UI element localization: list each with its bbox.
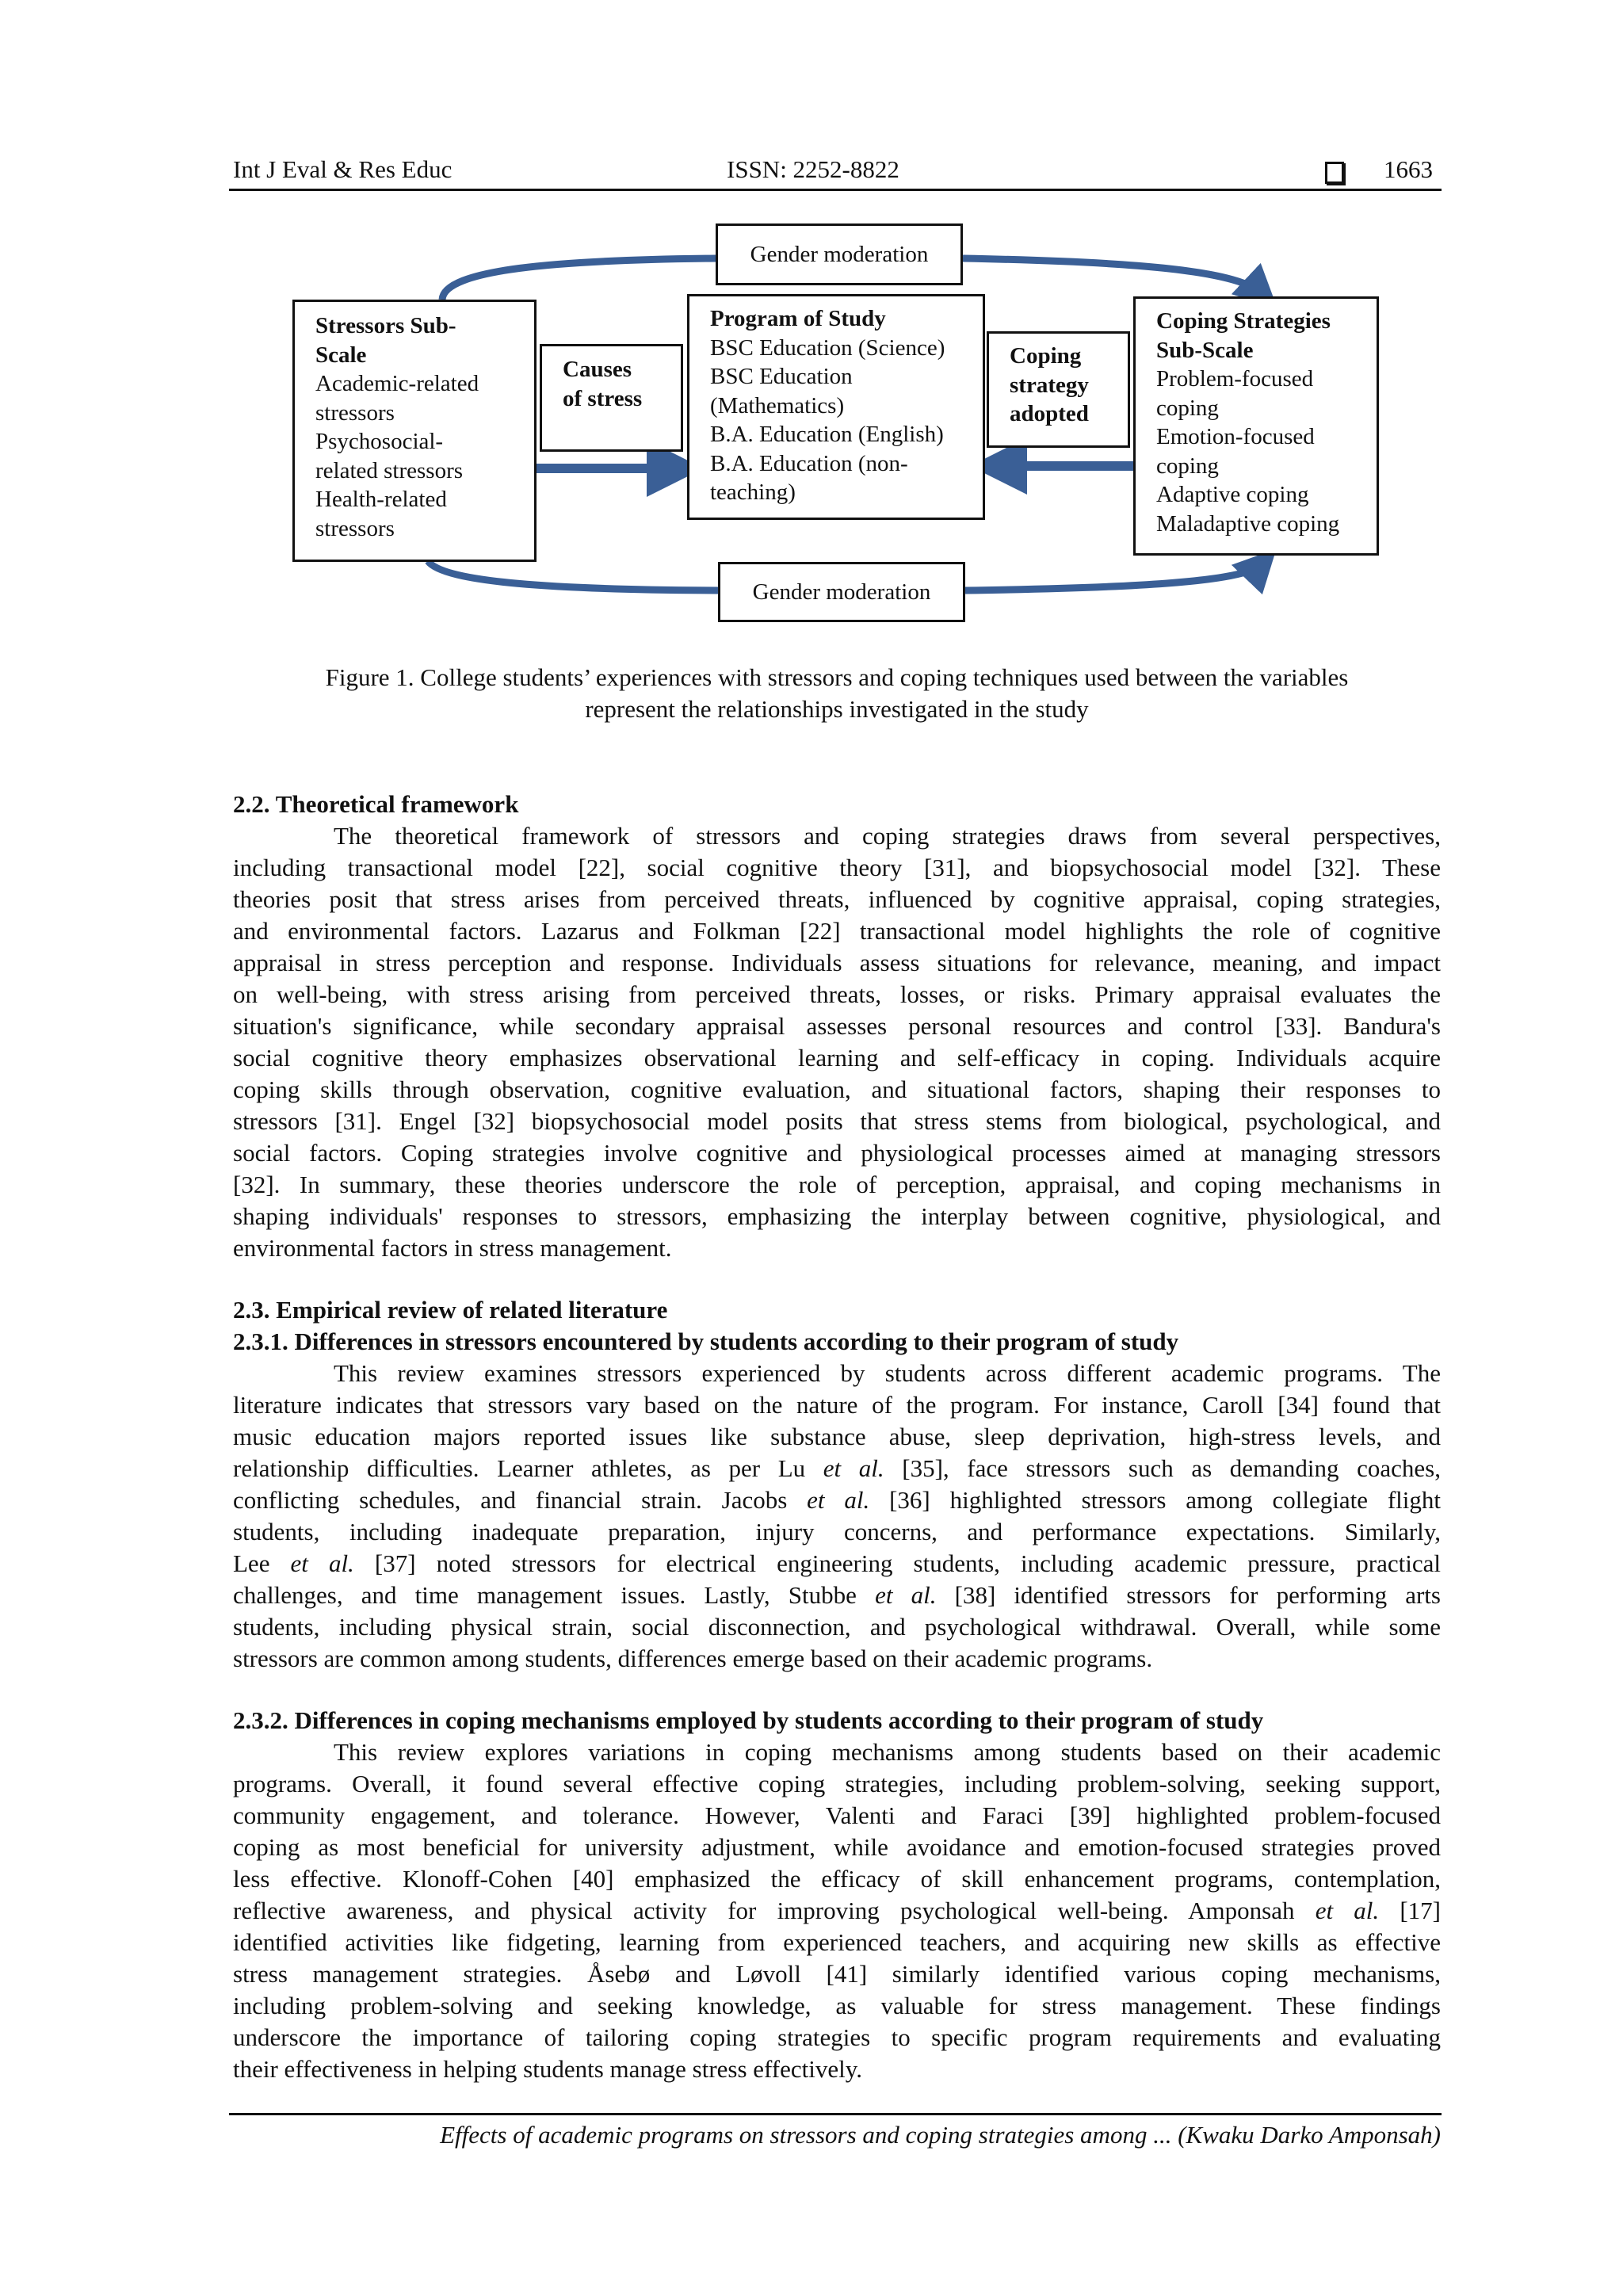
causes-of-stress-box (540, 344, 683, 452)
box-title: Program of Study (710, 306, 886, 331)
gender-moderation-top-box (716, 223, 963, 285)
paragraph-line: [32]. In summary, these theories underscore the role of perception, appraisal, and coping mechanisms in (233, 1171, 1441, 1198)
page-number: 1663 (1384, 155, 1433, 183)
paragraph-line: Lee et al. [37] noted stressors for electrical engineering students, including academic pressure, practical (233, 1549, 1441, 1577)
box-item: stressors (315, 399, 395, 426)
paragraph-line: situation's significance, while secondary appraisal assesses personal resources and control [33]. Bandura's (233, 1012, 1441, 1040)
paragraph-line: students, including physical strain, social disconnection, and psychological withdrawal. Overall, while some (233, 1613, 1441, 1641)
box-item: (Mathematics) (710, 392, 845, 418)
box-title: Sub-Scale (1156, 337, 1254, 363)
box-item: coping (1156, 395, 1219, 421)
box-title: of stress (563, 385, 643, 411)
paragraph-line: music education majors reported issues like substance abuse, sleep deprivation, high-stress levels, and (233, 1423, 1441, 1450)
box-item: related stressors (315, 457, 464, 483)
paragraph-line: relationship difficulties. Learner athletes, as per Lu et al. [35], face stressors such as demanding coaches, (233, 1454, 1441, 1482)
footer-rule (229, 2113, 1442, 2115)
box-item: Adaptive coping (1156, 482, 1309, 507)
box-title: strategy (1010, 372, 1089, 398)
box-item: B.A. Education (non- (710, 450, 908, 476)
program-of-study-box (687, 294, 985, 520)
paragraph-line: their effectiveness in helping students manage stress effectively. (233, 2055, 862, 2083)
coping-strategy-adopted-box (987, 331, 1130, 448)
section-heading: 2.3. Empirical review of related literature (233, 1296, 668, 1324)
box-item: stressors (315, 515, 395, 541)
gender-moderation-label: Gender moderation (752, 579, 931, 605)
box-title: Coping Strategies (1156, 308, 1331, 334)
box-title: Scale (315, 342, 367, 368)
paragraph-line: stress management strategies. Åsebø and Løvoll [41] similarly identified various coping mechanisms, (233, 1960, 1441, 1988)
box-item: coping (1156, 453, 1219, 479)
running-title: Effects of academic programs on stressors and coping strategies among ... (Kwaku Darko Amponsah) (440, 2121, 1441, 2149)
paragraph-line: including problem-solving and seeking knowledge, as valuable for stress management. These findings (233, 1992, 1441, 2019)
paragraph-line: stressors are common among students, differences emerge based on their academic programs. (233, 1645, 1153, 1672)
paragraph-line: identified activities like fidgeting, learning from experienced teachers, and acquiring new skills as effective (233, 1928, 1441, 1956)
journal-name: Int J Eval & Res Educ (233, 155, 453, 183)
paragraph-line: less effective. Klonoff-Cohen [40] emphasized the efficacy of skill enhancement programs, contemplation, (233, 1865, 1441, 1893)
paragraph-line: appraisal in stress perception and response. Individuals assess situations for relevance, meaning, and impact (233, 949, 1441, 976)
box-item: Emotion-focused (1156, 424, 1315, 449)
gender-moderation-bottom-box (718, 562, 965, 622)
gender-moderation-label: Gender moderation (750, 241, 929, 267)
paragraph-line: reflective awareness, and physical activity for improving psychological well-being. Amponsah et al. [17] (233, 1897, 1441, 1924)
paragraph-line: conflicting schedules, and financial strain. Jacobs et al. [36] highlighted stressors among collegiate flight (233, 1486, 1441, 1514)
box-item: BSC Education (710, 364, 853, 389)
figure-caption-line: represent the relationships investigated in the study (585, 695, 1089, 723)
box-item: Problem-focused (1156, 366, 1314, 392)
paragraph-line: and environmental factors. Lazarus and Folkman [22] transactional model highlights the role of cognitive (233, 917, 1441, 945)
bottom-right-curve-arrow (965, 564, 1262, 590)
paragraph-line: underscore the importance of tailoring coping strategies to specific program requirements and evaluating (233, 2023, 1441, 2051)
paragraph-line: This review explores variations in coping mechanisms among students based on their academic (334, 1738, 1441, 1766)
paragraph-line: This review examines stressors experienced by students across different academic programs. The (334, 1359, 1441, 1387)
stressors-subscale-box (292, 300, 537, 562)
paragraph-line: shaping individuals' responses to stressors, emphasizing the interplay between cognitive, physiological, and (233, 1202, 1441, 1230)
box-title: Causes (563, 357, 632, 382)
box-item: Health-related (315, 487, 447, 512)
box-item: Maladaptive coping (1156, 510, 1340, 537)
paragraph-line: including transactional model [22], social cognitive theory [31], and biopsychosocial model [32]. These (233, 854, 1441, 881)
bottom-left-curve (428, 561, 718, 590)
figure-caption-line: Figure 1. College students’ experiences with stressors and coping techniques used between the variables (325, 663, 1349, 691)
box-item: Psychosocial- (315, 429, 444, 454)
subsection-heading: 2.3.1. Differences in stressors encountered by students according to their program of study (233, 1328, 1179, 1355)
paragraph-line: The theoretical framework of stressors and coping strategies draws from several perspectives, (334, 822, 1441, 850)
paragraph-line: social cognitive theory emphasizes observational learning and self-efficacy in coping. Individuals acquire (233, 1044, 1441, 1072)
paragraph-line: literature indicates that stressors vary based on the nature of the program. For instance, Caroll [34] found that (233, 1391, 1441, 1419)
box-item: BSC Education (Science) (710, 334, 945, 361)
box-title: adopted (1010, 401, 1089, 426)
paragraph-line: stressors [31]. Engel [32] biopsychosocial model posits that stress stems from biological, psychological, and (233, 1107, 1441, 1135)
paragraph-line: programs. Overall, it found several effective coping strategies, including problem-solving, seeking support, (233, 1770, 1441, 1797)
paragraph-line: students, including inadequate preparation, injury concerns, and performance expectations. Similarly, (233, 1518, 1441, 1545)
box-title: Stressors Sub- (315, 313, 456, 338)
box-item: Academic-related (315, 371, 479, 396)
paragraph-line: theories posit that stress arises from perceived threats, influenced by cognitive appraisal, coping strategies, (233, 885, 1441, 913)
coping-strategies-subscale-box (1133, 296, 1379, 556)
box-title: Coping (1010, 343, 1082, 369)
paragraph-line: environmental factors in stress management. (233, 1234, 672, 1262)
paragraph-line: social factors. Coping strategies involve cognitive and physiological processes aimed at managing stressors (233, 1139, 1441, 1167)
box-item: teaching) (710, 479, 796, 505)
issn: ISSN: 2252-8822 (727, 155, 899, 183)
top-left-curve (442, 258, 716, 300)
paragraph-line: coping skills through observation, cognitive evaluation, and situational factors, shaping their responses to (233, 1075, 1441, 1103)
top-right-curve-arrow (963, 258, 1262, 293)
paragraph-line: coping as most beneficial for university adjustment, while avoidance and emotion-focused strategies proved (233, 1833, 1441, 1861)
paragraph-line: community engagement, and tolerance. However, Valenti and Faraci [39] highlighted problem-focused (233, 1801, 1441, 1829)
paragraph-line: challenges, and time management issues. Lastly, Stubbe et al. [38] identified stressors for performing arts (233, 1581, 1441, 1609)
section-heading: 2.2. Theoretical framework (233, 790, 519, 818)
paragraph-line: on well-being, with stress arising from perceived threats, losses, or risks. Primary appraisal evaluates the (233, 980, 1441, 1008)
subsection-heading: 2.3.2. Differences in coping mechanisms employed by students according to their program of study (233, 1706, 1264, 1734)
box-item: B.A. Education (English) (710, 422, 944, 447)
